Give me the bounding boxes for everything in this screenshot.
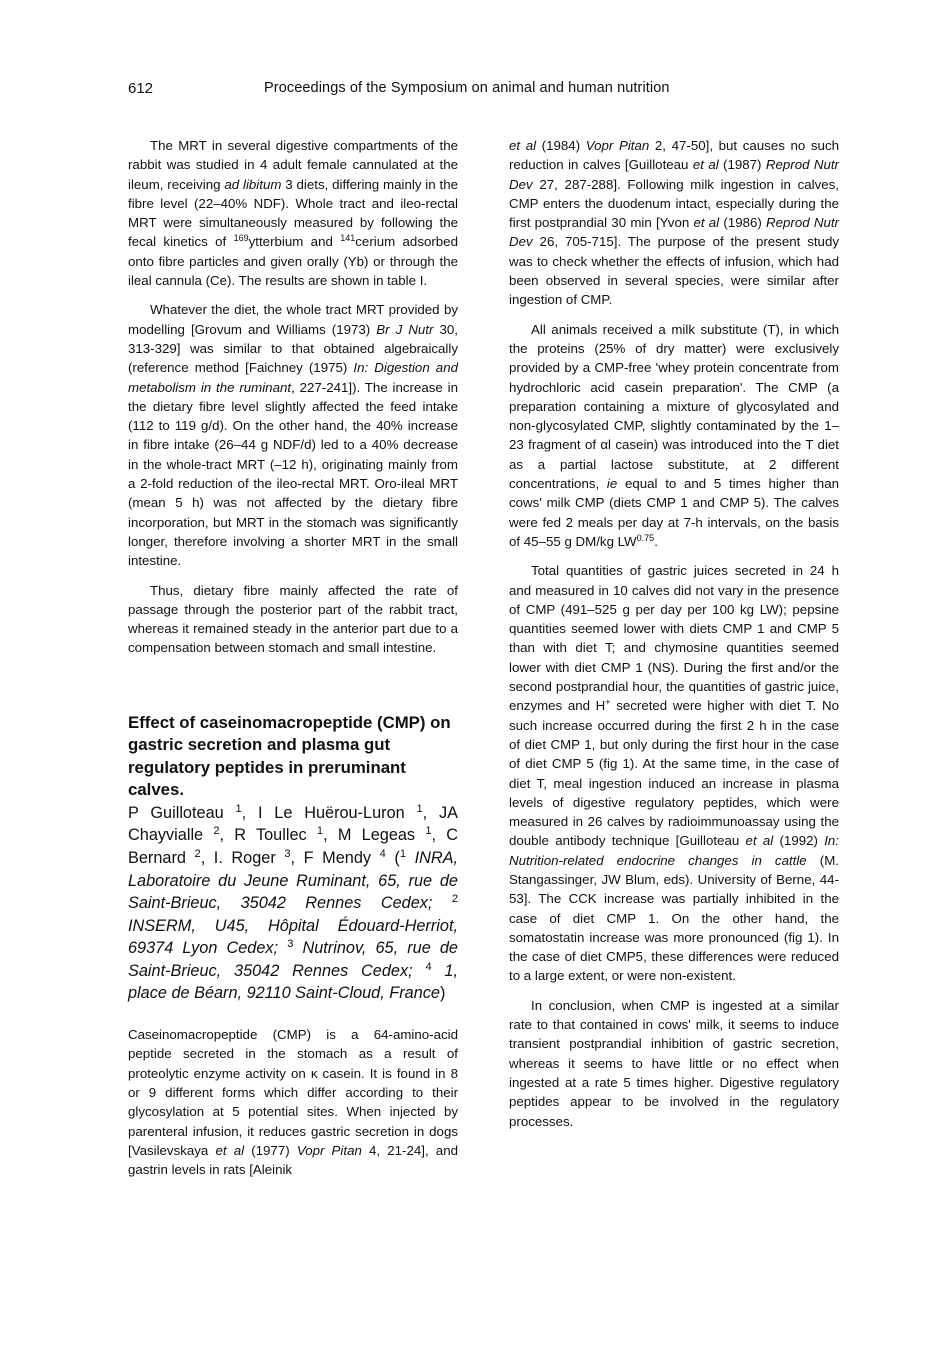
italic-text: Nutrinov, 65, rue de Saint-Brieuc, 35042 Rennes Cedex; (128, 939, 458, 980)
text-run: , M Legeas (323, 826, 426, 845)
text-run: ( (385, 848, 400, 867)
text-run: 30, 313-329] was similar to that obtained algebraically (reference method [Faichney (1975) (128, 321, 458, 376)
text-run: . (654, 533, 658, 549)
text-run: , 227-241]). The increase in the dietary fibre level slightly affected the feed intake (112 to 119 g/d). On the other hand, the 40% increase in fibre intake (26–44 g NDF/d) led to a 40% decrease in the whole-tract MRT (–12 h), originating mainly from a 2-fold reduction of the ileo-rectal MRT. Oro-ileal MRT (mean 5 h) was not affected by the dietary fibre incorporation, but MRT in the stomach was significantly longer, therefore involving a shorter MRT in the small intestine. (128, 379, 458, 569)
italic-text: INRA, Laboratoire du Jeune Ruminant, 65, rue de Saint-Brieuc, 35042 Rennes Cedex; (128, 848, 458, 913)
italic-text: Reprod Nutr Dev (509, 215, 839, 250)
text-run: (1986) (719, 215, 767, 231)
italic-text: Br J Nutr (376, 321, 434, 337)
text-run: (M. Stangassinger, JW Blum, eds). University of Berne, 44-53]. The CCK increase was partially inhibited in the case of diet CMP 1. On the other hand, the somatostatin increase was more pronounced (fig 1). In the case of diet CMP5, these differences were reduced to a large extent, or were non-existent. (509, 852, 839, 984)
text-run: (1987) (718, 157, 766, 173)
text-run: Thus, dietary fibre mainly affected the rate of passage through the posterior part of the rabbit tract, whereas it remained steady in the anterior part due to a compensation between stomach and small intestine. (128, 582, 458, 656)
page-header (128, 80, 818, 102)
italic-text: et al (215, 1142, 245, 1158)
superscript: 1 (425, 825, 432, 838)
left-column (128, 136, 458, 1189)
text-run: (1977) (244, 1142, 297, 1158)
italic-text: et al (693, 215, 720, 231)
text-run: (1992) (773, 833, 825, 849)
text-run: 27, 287-288]. Following milk ingestion in calves, CMP enters the duodenum intact, especially during the first postprandial 30 min [Yvon (509, 176, 839, 231)
text-run: 3 diets, differing mainly in the fibre level (22–40% NDF). Whole tract and ileo-rectal MRT were simultaneously measured by following the fecal kinetics of (128, 176, 458, 250)
text-run: All animals received a milk substitute (T), in which the proteins (25% of dry matter) were exclusively provided by a CMP-free 'whey protein concentrate from hydrochloric acid casein preparation'. The CMP (a preparation containing a mixture of glycosylated and non-glycosylated CMP, slightly contaminated by the 1–23 fragment of αl casein) was introduced into the T diet as a partial lactose substitute, at 2 different concentrations, (509, 321, 839, 492)
superscript: 4 (379, 847, 386, 860)
superscript: 2 (451, 893, 458, 905)
text-run: 4, 21-24], and gastrin levels in rats [Aleinik (128, 1142, 458, 1178)
abstract-intro (128, 1025, 458, 1179)
text-run: In conclusion, when CMP is ingested at a similar rate to that contained in cows' milk, it seems to induce transient postprandial inhibition of gastric secretion, whereas it seems to have little or no effect when ingested at a rate 5 times higher. Digestive regulatory peptides appear to be involved in the regulatory processes. (509, 997, 839, 1129)
text-run: 26, 705-715]. The purpose of the present study was to check whether the effects of infusion, which had been observed in several species, were similar after ingestion of CMP. (509, 234, 839, 308)
body-paragraph (509, 561, 839, 986)
superscript: 1 (235, 802, 242, 815)
text-run: ytterbium and (248, 234, 341, 250)
right-column (509, 136, 839, 1141)
text-run: ) (439, 984, 446, 1003)
text-run: Total quantities of gastric juices secreted in 24 h and measured in 10 calves did not vary in the presence of CMP (491–525 g per day per 100 kg LW); pepsine quantities seemed lower with diets CMP 1 and CMP 5 than with diet T; and chymosine quantities seemed lower with diet CMP 1 (NS). During the first and/or the second postprandial hour, the quantities of gastric juice, enzymes and H (509, 563, 839, 714)
superscript: 2 (194, 847, 201, 860)
superscript: 0.75 (636, 532, 655, 543)
body-paragraph (128, 136, 458, 290)
italic-text: Vopr Pitan (296, 1142, 362, 1158)
superscript: 141 (340, 233, 356, 244)
body-paragraph (509, 320, 839, 552)
author-list (128, 802, 458, 1005)
italic-text: Vopr Pitan (585, 138, 650, 153)
text-run: , C Bernard (128, 826, 459, 867)
superscript: 4 (425, 960, 432, 973)
italic-text: ad libitum (224, 176, 282, 192)
italic-text: Reprod Nutr Dev (509, 157, 839, 192)
superscript: 3 (287, 938, 294, 951)
running-title: Proceedings of the Symposium on animal and human nutrition (264, 80, 670, 96)
text-run: secreted were higher with diet T. No such increase occurred during the first 2 h in the case of diet CMP 1, but only during the first hour in the case of diet CMP 5 (fig 1). At the same time, in the case of diet T, meal ingestion induced an increase in plasma levels of digestive regulatory peptides, which were measured in 26 calves by radioimmunoassay using the double antibody technique [Guilloteau (509, 698, 840, 849)
text-run: Whatever the diet, the whole tract MRT provided by modelling [Grovum and Williams (1973) (128, 302, 458, 337)
text-run: The MRT in several digestive compartments of the rabbit was studied in 4 adult female cannulated at the ileum, receiving (128, 138, 458, 192)
superscript: 1 (416, 802, 423, 815)
superscript: 169 (233, 233, 249, 244)
body-paragraph (509, 136, 839, 310)
superscript: 3 (284, 847, 291, 860)
section-spacer (128, 668, 458, 712)
body-paragraph (128, 581, 458, 658)
superscript: 1 (399, 847, 406, 860)
text-run: cerium adsorbed onto fibre particles and given orally (Yb) or through the ileal cannula (Ce). The results are shown in table I. (128, 234, 458, 289)
italic-text: In: Nutrition-related endocrine changes in cattle (509, 833, 840, 868)
text-run: , R Toullec (219, 826, 317, 845)
body-paragraph (509, 996, 839, 1131)
text-run: , F Mendy (290, 848, 380, 867)
text-run: , I Le Huërou-Luron (241, 803, 417, 822)
text-run: , I. Roger (200, 848, 285, 867)
superscript: + (605, 697, 611, 708)
superscript: 2 (213, 825, 220, 838)
italic-text: ie (606, 476, 618, 492)
italic-text: 1, place de Béarn, 92110 Saint-Cloud, France (128, 961, 458, 1003)
text-run: 2, 47-50], but causes no such reduction in calves [Guilloteau (509, 138, 839, 173)
italic-text: et al (745, 833, 774, 849)
text-run: Caseinomacropeptide (CMP) is a 64-amino-acid peptide secreted in the stomach as a result of proteolytic enzyme activity on κ casein. It is found in 8 or 9 different forms which differ according to their glycosylation at 5 potential sites. When injected by parenteral infusion, it reduces gastric secretion in dogs [Vasilevskaya (128, 1027, 458, 1158)
italic-text: et al (692, 157, 719, 173)
text-run: equal to and 5 times higher than cows' milk CMP (diets CMP 1 and CMP 5). The calves were fed 2 meals per day at 7-h intervals, on the basis of 45–55 g DM/kg LW (509, 476, 839, 549)
superscript: 1 (316, 825, 324, 838)
text-run: P Guilloteau (128, 803, 236, 822)
italic-text: INSERM, U45, Hôpital Édouard-Herriot, 69374 Lyon Cedex; (128, 916, 458, 958)
italic-text: In: Digestion and metabolism in the ruminant (128, 360, 458, 395)
body-paragraph (128, 300, 458, 570)
italic-text: et al (509, 138, 537, 153)
text-run: (1984) (536, 138, 586, 153)
text-run: , JA Chayvialle (128, 803, 458, 845)
page-number: 612 (128, 80, 154, 97)
section-title: Effect of caseinomacropeptide (CMP) on gastric secretion and plasma gut regulatory peptides in preruminant calves. (128, 712, 451, 800)
